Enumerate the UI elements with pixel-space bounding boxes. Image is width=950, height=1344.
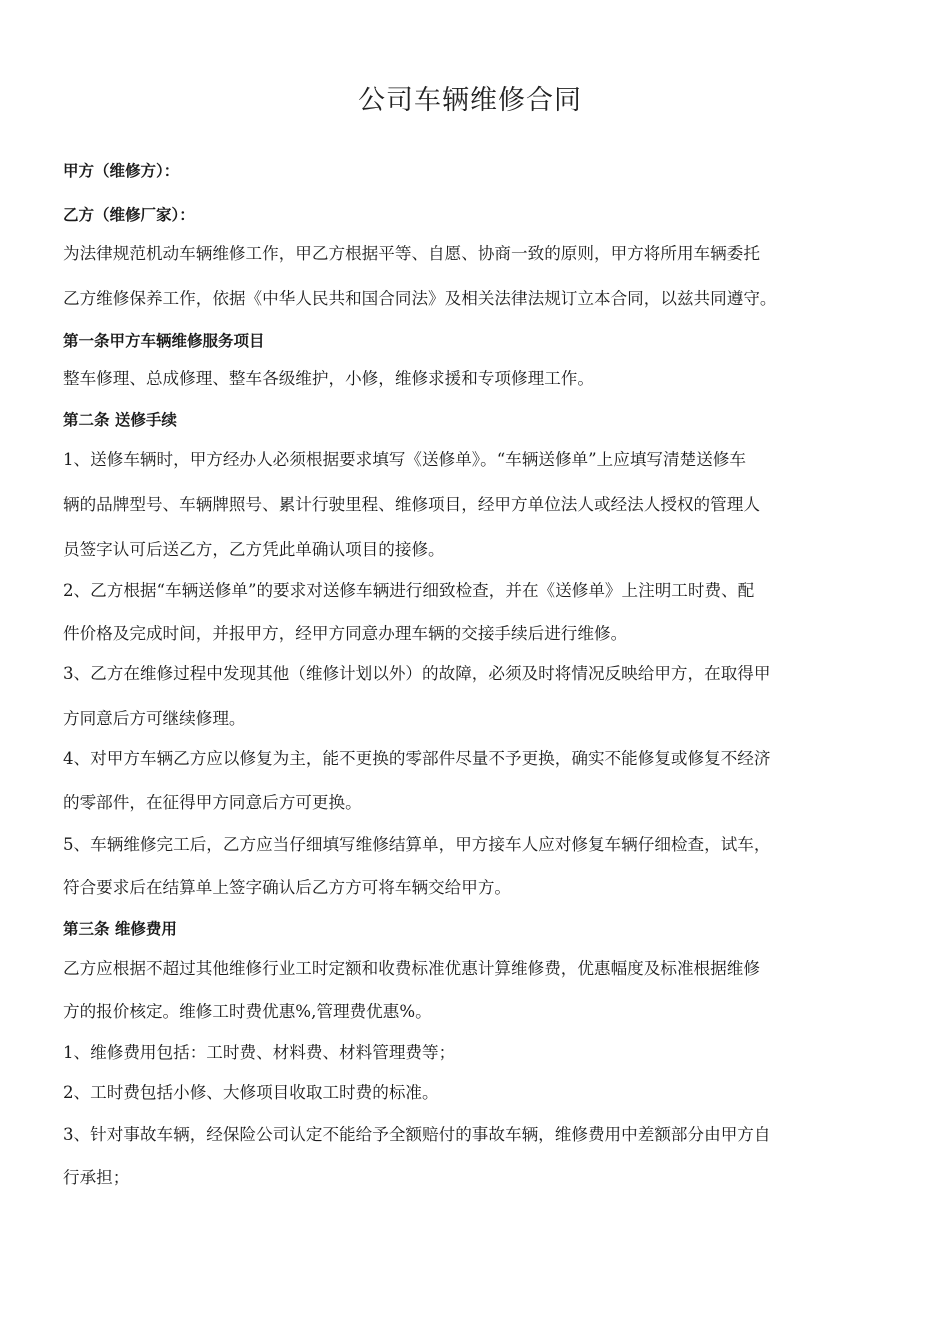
paragraph-line: 符合要求后在结算单上签字确认后乙方方可将车辆交给甲方。 [63, 878, 512, 897]
paragraph-line: 行承担； [63, 1168, 130, 1187]
paragraph-line: 的零部件，在征得甲方同意后方可更换。 [63, 793, 362, 812]
paragraph-line: 3、针对事故车辆，经保险公司认定不能给予全额赔付的事故车辆，维修费用中差额部分由甲方自 [63, 1125, 771, 1144]
paragraph-line: 3、乙方在维修过程中发现其他（维修计划以外）的故障，必须及时将情况反映给甲方，在取得甲 [63, 664, 771, 683]
document-title: 公司车辆维修合同 [358, 85, 582, 116]
paragraph-line: 辆的品牌型号、车辆牌照号、累计行驶里程、维修项目，经甲方单位法人或经法人授权的管理人 [63, 495, 760, 514]
paragraph-line: 员签字认可后送乙方，乙方凭此单确认项目的接修。 [63, 540, 445, 559]
paragraph-line: 4、对甲方车辆乙方应以修复为主，能不更换的零部件尽量不予更换，确实不能修复或修复不经济 [63, 749, 771, 768]
paragraph-line: 方同意后方可继续修理。 [63, 709, 246, 728]
article-heading: 第一条甲方车辆维修服务项目 [63, 332, 265, 350]
paragraph-line: 5、车辆维修完工后，乙方应当仔细填写维修结算单，甲方接车人应对修复车辆仔细检查，试车， [63, 835, 771, 854]
paragraph-line: 整车修理、总成修理、整车各级维护，小修，维修求援和专项修理工作。 [63, 369, 594, 388]
paragraph-line: 2、乙方根据“车辆送修单”的要求对送修车辆进行细致检查，并在《送修单》上注明工时费、配 [63, 581, 755, 600]
paragraph-line: 为法律规范机动车辆维修工作，甲乙方根据平等、自愿、协商一致的原则，甲方将所用车辆委托 [63, 244, 760, 263]
article-heading: 第二条 送修手续 [63, 411, 177, 429]
party-a-label: 甲方（维修方）： [63, 162, 180, 180]
article-heading: 第三条 维修费用 [63, 920, 177, 938]
paragraph-line: 方的报价核定。维修工时费优惠%,管理费优惠%。 [63, 1002, 432, 1021]
paragraph-line: 1、送修车辆时，甲方经办人必须根据要求填写《送修单》。“车辆送修单”上应填写清楚送修车 [63, 450, 746, 469]
paragraph-line: 乙方应根据不超过其他维修行业工时定额和收费标准优惠计算维修费，优惠幅度及标准根据维修 [63, 959, 760, 978]
paragraph-line: 1、维修费用包括：工时费、材料费、材料管理费等； [63, 1043, 456, 1062]
paragraph-line: 件价格及完成时间，并报甲方，经甲方同意办理车辆的交接手续后进行维修。 [63, 624, 628, 643]
paragraph-line: 乙方维修保养工作，依据《中华人民共和国合同法》及相关法律法规订立本合同，以兹共同遵守。 [63, 289, 777, 308]
party-b-label: 乙方（维修厂家）： [63, 206, 195, 224]
paragraph-line: 2、工时费包括小修、大修项目收取工时费的标准。 [63, 1083, 439, 1102]
